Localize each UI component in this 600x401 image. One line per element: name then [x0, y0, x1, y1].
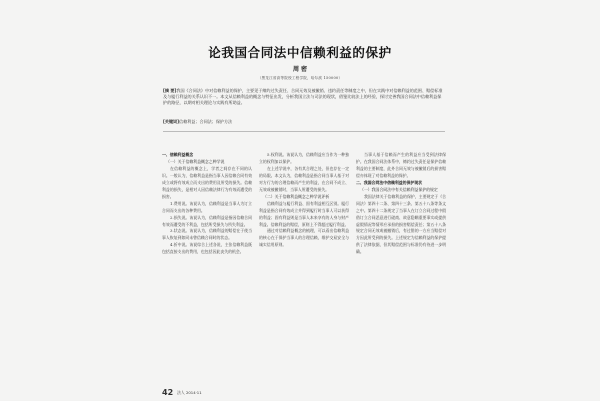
- abstract-label: [摘 要]: [163, 88, 177, 93]
- paragraph: 在上述学说中，各有其合理之处，但也存在一定的局限。本文认为，信赖利益是指合同当事人基于对对方行为的合理信赖而产生的利益，在合同不成立、无效或被撤销时，当事人所遭受的损失。: [259, 165, 349, 192]
- author-affiliation: （黑龙江省高等院校工程学院，哈尔滨 150000）: [257, 76, 343, 80]
- keywords-label: [关键词]: [163, 119, 180, 124]
- subsection-heading: （一）关于信赖利益概念之种学说: [166, 158, 225, 164]
- abstract-block: [163, 88, 445, 107]
- page-number: 42: [162, 388, 174, 397]
- journal-issue: 法人 2014·11: [177, 389, 202, 395]
- author-name: 周 密: [292, 66, 308, 73]
- paragraph: 1.费用说。该说认为，信赖利益是当事人为订立合同而支出的各种费用。: [162, 200, 252, 213]
- subsection-heading: （二）关于信赖利益概念之种学说评析: [263, 193, 330, 199]
- paragraph: 通过对信赖利益概念的梳理，可以看出信赖利益的核心在于保护当事人的合理信赖，维护交易安全与诚实信用原则。: [259, 228, 349, 248]
- paragraph: 3.状态说。该说认为，信赖利益的赔偿在于使当事人恢复到如同未曾信赖合同时的状态。: [162, 228, 252, 241]
- abstract-text: 我国《合同法》中对信赖利益的保护，主要见于缔约过失责任、合同无效及被撤销、违约责任等制度之中，但在实践中对信赖利益的范围、赔偿标准及与履行利益的关系认识不一。本文从信赖利益的概念与特征出发，分析我国立法与司法的现状，借鉴比较法上的经验，探讨完善我国合同法中信赖利益保护的路径，以期对相关理论与实践有所助益。: [163, 88, 443, 106]
- paragraph: 我国法律关于信赖利益的保护，主要规定于《合同法》第四十二条、第四十三条、第五十八条等条文之中。第四十二条规定了当事人在订立合同过程中假借订立合同恶意进行磋商、故意隐瞒重要事实或提供虚假情况等情形应承担的损害赔偿责任；第五十八条规定合同无效或被撤销后，有过错的一方应当赔偿对方因此所受到的损失。上述规定为信赖利益的保护提供了法律依据，但其赔偿范围与标准仍有待进一步明确。: [356, 193, 446, 255]
- keywords-text: 信赖利益；合同法；保护方法: [179, 119, 233, 124]
- section-heading: 一、信赖利益概念: [162, 152, 194, 157]
- paragraph: 4.折中说。该说综合上述各说，主张信赖利益既包括直接支出的费用，也包括因此丧失的机会。: [162, 242, 252, 255]
- paragraph: 在信赖利益的概念上，学者之间存在不同的认识。一般认为，信赖利益是指当事人因信赖合同有效成立或将有效成立而支出的费用及所受的损失。信赖利益的损失，是相对人因信赖法律行为有效而遭受的损害。: [162, 165, 252, 199]
- subsection-heading: （一）我国合同法中有关信赖利益保护的规定: [360, 186, 438, 192]
- header-divider: [163, 131, 445, 132]
- article-title: 论我国合同法中信赖利益的保护: [208, 45, 392, 60]
- paragraph: 当事人基于信赖而产生的利益应当受到法律保护。在我国合同法体系中，缔约过失责任是保护信赖利益的主要制度，此外合同无效与被撤销后的损害赔偿亦体现了对信赖利益的保护。: [356, 152, 446, 178]
- body-column-3: [356, 152, 446, 384]
- paragraph: 2.损失说。该说认为，信赖利益是指因信赖合同有效而遭受的不利益，包括所受损失与所失利益。: [162, 214, 252, 227]
- paragraph: 信赖利益与履行利益、固有利益相互区别。履行利益是指合同有效成立并得到履行时当事人可以获得的利益；固有利益则是当事人本来享有的人身与财产利益。信赖利益的赔偿，原则上不得超过履行利益。: [259, 200, 349, 227]
- section-heading: 二、我国合同法中信赖利益的保护现状: [356, 179, 423, 185]
- paragraph: 5.权利说。该说认为，信赖利益应当作为一种独立的权利加以保护。: [259, 152, 349, 164]
- page-footer: [162, 382, 202, 401]
- keywords-line: [163, 119, 445, 125]
- body-column-2: [259, 152, 349, 384]
- body-column-1: [162, 152, 252, 384]
